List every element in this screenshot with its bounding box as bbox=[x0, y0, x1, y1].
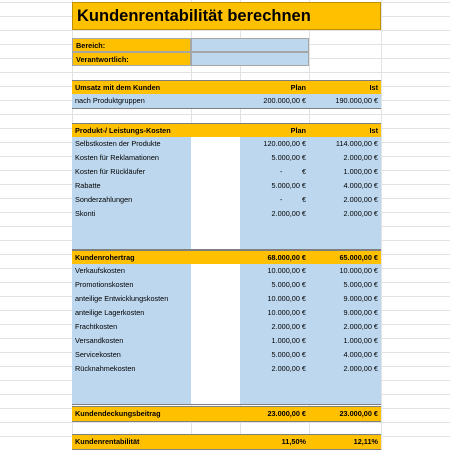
kosten2-item-ist[interactable]: 4.000,00 € bbox=[343, 350, 378, 359]
gridline bbox=[0, 72, 450, 73]
kosten2-item-note-cell[interactable] bbox=[191, 390, 240, 404]
kosten-item-label: Selbstkosten der Produkte bbox=[75, 139, 161, 148]
kosten2-item-row bbox=[72, 306, 381, 320]
kosten2-item-row bbox=[72, 278, 381, 292]
kosten-item-ist[interactable]: 4.000,00 € bbox=[343, 181, 378, 190]
kosten-item-row bbox=[72, 207, 381, 221]
kosten-item-note-cell[interactable] bbox=[191, 165, 240, 179]
kosten-item-note-cell[interactable] bbox=[191, 137, 240, 151]
kosten2-item-plan[interactable]: 1.000,00 € bbox=[271, 336, 306, 345]
kosten-item-plan[interactable] bbox=[240, 235, 309, 249]
gridline bbox=[0, 422, 450, 423]
plan-currency: € bbox=[301, 167, 306, 176]
deckungsbeitrag-ist: 23.000,00 € bbox=[339, 409, 378, 418]
umsatz-header bbox=[72, 80, 381, 95]
verantwortlich-input[interactable] bbox=[191, 52, 309, 66]
kosten-plan-label: Plan bbox=[290, 126, 306, 135]
kosten2-item-plan[interactable]: 5.000,00 € bbox=[271, 350, 306, 359]
kosten-item-row bbox=[72, 179, 381, 193]
kosten2-item-row bbox=[72, 376, 381, 390]
kosten-item-note-cell[interactable] bbox=[191, 179, 240, 193]
kosten-header bbox=[72, 123, 381, 138]
title-bar bbox=[72, 2, 381, 30]
kosten2-item-plan[interactable]: 2.000,00 € bbox=[271, 364, 306, 373]
gridline bbox=[381, 0, 382, 450]
rentabilitaet-row bbox=[72, 434, 381, 450]
kosten-item-label: Kosten für Reklamationen bbox=[75, 153, 159, 162]
kosten2-item-label: Promotionskosten bbox=[75, 280, 134, 289]
kosten-item-label: Sonderzahlungen bbox=[75, 195, 133, 204]
kosten2-item-label: Verkaufskosten bbox=[75, 266, 125, 275]
kosten2-item-ist[interactable] bbox=[309, 390, 381, 404]
kosten-item-label: Skonti bbox=[75, 209, 96, 218]
kosten-item-ist[interactable]: 114.000,00 € bbox=[335, 139, 378, 148]
verantwortlich-row bbox=[72, 52, 381, 66]
kosten2-item-ist[interactable]: 2.000,00 € bbox=[343, 322, 378, 331]
kosten2-item-plan[interactable]: 10.000,00 € bbox=[267, 294, 306, 303]
rohertrag-label: Kundenrohertrag bbox=[75, 253, 135, 262]
kosten-item-note-cell[interactable] bbox=[191, 235, 240, 249]
kosten2-item-note-cell[interactable] bbox=[191, 320, 240, 334]
kosten2-item-ist[interactable]: 9.000,00 € bbox=[343, 294, 378, 303]
kosten-item-ist[interactable]: 1.000,00 € bbox=[343, 167, 378, 176]
kosten-item-label bbox=[72, 235, 191, 249]
page-title: Kundenrentabilität berechnen bbox=[77, 7, 311, 25]
kosten2-item-note-cell[interactable] bbox=[191, 362, 240, 376]
kosten2-item-plan[interactable]: 10.000,00 € bbox=[267, 308, 306, 317]
kosten2-item-note-cell[interactable] bbox=[191, 264, 240, 278]
kosten-item-plan[interactable] bbox=[240, 193, 309, 207]
plan-currency: € bbox=[301, 195, 306, 204]
kosten-header-label: Produkt-/ Leistungs-Kosten bbox=[75, 126, 171, 135]
umsatz-row-label: nach Produktgruppen bbox=[75, 96, 145, 105]
umsatz-ist-label: Ist bbox=[369, 83, 378, 92]
kosten2-item-label: anteilige Entwicklungskosten bbox=[75, 294, 169, 303]
kosten-item-plan[interactable]: 2.000,00 € bbox=[271, 209, 306, 218]
kosten2-item-row bbox=[72, 390, 381, 405]
kosten-item-row bbox=[72, 235, 381, 250]
kosten2-item-label: Versandkosten bbox=[75, 336, 124, 345]
kosten2-item-ist[interactable]: 1.000,00 € bbox=[343, 336, 378, 345]
bereich-input[interactable] bbox=[191, 38, 309, 52]
kosten-item-row bbox=[72, 193, 381, 207]
kosten-item-ist[interactable] bbox=[309, 235, 381, 249]
umsatz-ist-value[interactable]: 190.000,00 € bbox=[335, 96, 378, 105]
kosten-item-ist[interactable]: 2.000,00 € bbox=[343, 153, 378, 162]
kosten2-item-row bbox=[72, 334, 381, 348]
kosten2-item-ist[interactable] bbox=[309, 376, 381, 390]
kosten2-item-note-cell[interactable] bbox=[191, 306, 240, 320]
gridline bbox=[0, 30, 450, 31]
kosten-item-row bbox=[72, 137, 381, 151]
kosten2-item-ist[interactable]: 10.000,00 € bbox=[339, 266, 378, 275]
kosten-ist-label: Ist bbox=[369, 126, 378, 135]
kosten2-item-label: anteilige Lagerkosten bbox=[75, 308, 145, 317]
kosten2-item-plan[interactable] bbox=[240, 376, 309, 390]
kosten-item-row bbox=[72, 151, 381, 165]
rentabilitaet-label: Kundenrentabilität bbox=[75, 437, 140, 446]
kosten2-item-label: Servicekosten bbox=[75, 350, 121, 359]
kosten-item-ist[interactable]: 2.000,00 € bbox=[343, 209, 378, 218]
kosten2-item-label: Frachtkosten bbox=[75, 322, 118, 331]
umsatz-header-label: Umsatz mit dem Kunden bbox=[75, 83, 161, 92]
rohertrag-ist: 65.000,00 € bbox=[339, 253, 378, 262]
kosten2-item-row bbox=[72, 292, 381, 306]
kosten2-item-plan[interactable]: 2.000,00 € bbox=[271, 322, 306, 331]
bereich-row bbox=[72, 38, 381, 52]
kosten2-item-plan[interactable]: 10.000,00 € bbox=[267, 266, 306, 275]
kosten-item-plan[interactable] bbox=[240, 221, 309, 235]
rentabilitaet-plan: 11,50% bbox=[281, 437, 306, 446]
verantwortlich-label: Verantwortlich: bbox=[72, 52, 191, 66]
kosten2-item-row bbox=[72, 264, 381, 278]
kosten2-item-label bbox=[72, 390, 191, 404]
deckungsbeitrag-plan: 23.000,00 € bbox=[267, 409, 306, 418]
kosten2-item-ist[interactable]: 9.000,00 € bbox=[343, 308, 378, 317]
deckungsbeitrag-row bbox=[72, 406, 381, 422]
kosten2-item-label bbox=[72, 376, 191, 390]
kosten2-item-note-cell[interactable] bbox=[191, 292, 240, 306]
kosten2-item-note-cell[interactable] bbox=[191, 376, 240, 390]
kosten-item-plan[interactable]: 120.000,00 € bbox=[263, 139, 306, 148]
kosten2-item-plan[interactable]: 5.000,00 € bbox=[271, 280, 306, 289]
kosten-item-plan[interactable]: 5.000,00 € bbox=[271, 181, 306, 190]
kosten2-item-row bbox=[72, 362, 381, 376]
kosten-item-row bbox=[72, 221, 381, 235]
kosten-item-note-cell[interactable] bbox=[191, 207, 240, 221]
kosten2-item-ist[interactable]: 2.000,00 € bbox=[343, 364, 378, 373]
kosten-item-note-cell[interactable] bbox=[191, 193, 240, 207]
kosten-item-ist[interactable] bbox=[309, 221, 381, 235]
kosten2-item-plan[interactable] bbox=[240, 390, 309, 404]
kosten2-item-row bbox=[72, 348, 381, 362]
rohertrag-plan: 68.000,00 € bbox=[267, 253, 306, 262]
kosten-item-ist[interactable]: 2.000,00 € bbox=[343, 195, 378, 204]
kosten2-item-note-cell[interactable] bbox=[191, 278, 240, 292]
kosten-item-plan[interactable]: 5.000,00 € bbox=[271, 153, 306, 162]
bereich-label: Bereich: bbox=[72, 38, 191, 52]
kosten-item-label bbox=[72, 221, 191, 235]
rentabilitaet-ist: 12,11% bbox=[353, 437, 378, 446]
umsatz-row bbox=[72, 94, 381, 109]
gridline bbox=[0, 114, 450, 115]
kosten-item-note-cell[interactable] bbox=[191, 151, 240, 165]
kosten-item-label: Rabatte bbox=[75, 181, 101, 190]
kosten2-item-note-cell[interactable] bbox=[191, 334, 240, 348]
kosten-item-note-cell[interactable] bbox=[191, 221, 240, 235]
kosten-item-label: Kosten für Rückläufer bbox=[75, 167, 146, 176]
deckungsbeitrag-label: Kundendeckungsbeitrag bbox=[75, 409, 161, 418]
umsatz-plan-label: Plan bbox=[290, 83, 306, 92]
kosten2-item-note-cell[interactable] bbox=[191, 348, 240, 362]
plan-dash: - bbox=[280, 195, 283, 204]
umsatz-plan-value[interactable]: 200.000,00 € bbox=[263, 96, 306, 105]
kosten-item-row bbox=[72, 165, 381, 179]
kosten-item-plan[interactable] bbox=[240, 165, 309, 179]
kosten2-item-label: Rücknahmekosten bbox=[75, 364, 136, 373]
kosten2-item-row bbox=[72, 320, 381, 334]
plan-dash: - bbox=[280, 167, 283, 176]
kosten2-item-ist[interactable]: 5.000,00 € bbox=[343, 280, 378, 289]
